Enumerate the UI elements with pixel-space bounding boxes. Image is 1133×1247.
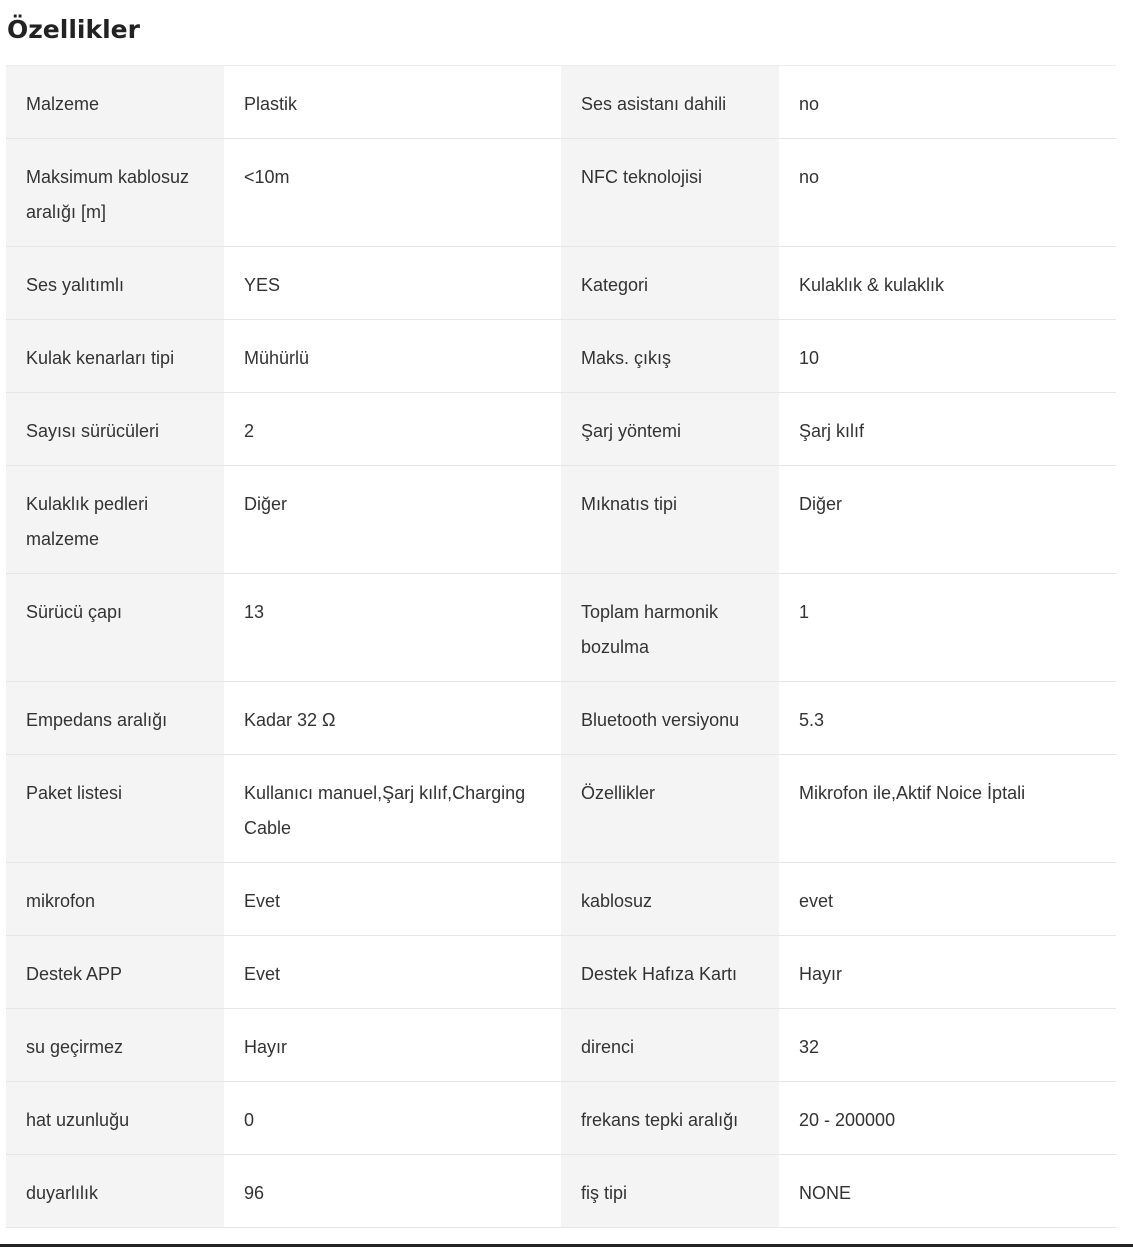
- spec-value: <10m: [224, 139, 561, 247]
- spec-value: Evet: [224, 936, 561, 1009]
- spec-label: Empedans aralığı: [6, 682, 224, 755]
- spec-label: mikrofon: [6, 863, 224, 936]
- spec-label: hat uzunluğu: [6, 1082, 224, 1155]
- spec-label: Kategori: [561, 247, 779, 320]
- spec-value: Plastik: [224, 66, 561, 139]
- spec-label: Destek Hafıza Kartı: [561, 936, 779, 1009]
- spec-value: no: [779, 66, 1116, 139]
- spec-label: frekans tepki aralığı: [561, 1082, 779, 1155]
- spec-label: Destek APP: [6, 936, 224, 1009]
- specifications-table: [6, 65, 1116, 1228]
- spec-value: 32: [779, 1009, 1116, 1082]
- spec-value: NONE: [779, 1155, 1116, 1228]
- spec-value: Hayır: [224, 1009, 561, 1082]
- spec-value: YES: [224, 247, 561, 320]
- spec-value: Diğer: [224, 466, 561, 574]
- spec-label: Mıknatıs tipi: [561, 466, 779, 574]
- page-title: Özellikler: [7, 15, 140, 44]
- table-row: [6, 139, 1116, 247]
- spec-value: 2: [224, 393, 561, 466]
- table-row: [6, 755, 1116, 863]
- spec-value: Hayır: [779, 936, 1116, 1009]
- spec-value: evet: [779, 863, 1116, 936]
- spec-label: Kulaklık pedleri malzeme: [6, 466, 224, 574]
- table-row: [6, 682, 1116, 755]
- spec-label: kablosuz: [561, 863, 779, 936]
- spec-value: 1: [779, 574, 1116, 682]
- table-row: [6, 863, 1116, 936]
- spec-value: 0: [224, 1082, 561, 1155]
- spec-label: direnci: [561, 1009, 779, 1082]
- spec-label: Özellikler: [561, 755, 779, 863]
- spec-value: Şarj kılıf: [779, 393, 1116, 466]
- spec-value: Kulaklık & kulaklık: [779, 247, 1116, 320]
- spec-value: 13: [224, 574, 561, 682]
- spec-label: su geçirmez: [6, 1009, 224, 1082]
- spec-label: Sayısı sürücüleri: [6, 393, 224, 466]
- spec-value: 5.3: [779, 682, 1116, 755]
- spec-value: Evet: [224, 863, 561, 936]
- spec-label: Ses asistanı dahili: [561, 66, 779, 139]
- spec-value: 96: [224, 1155, 561, 1228]
- specifications-table-body: [6, 66, 1116, 1228]
- table-row: [6, 320, 1116, 393]
- spec-value: Kadar 32 Ω: [224, 682, 561, 755]
- spec-label: fiş tipi: [561, 1155, 779, 1228]
- spec-value: no: [779, 139, 1116, 247]
- spec-value: 10: [779, 320, 1116, 393]
- spec-label: NFC teknolojisi: [561, 139, 779, 247]
- spec-label: Paket listesi: [6, 755, 224, 863]
- table-row: [6, 1009, 1116, 1082]
- table-row: [6, 66, 1116, 139]
- spec-label: Sürücü çapı: [6, 574, 224, 682]
- spec-label: Malzeme: [6, 66, 224, 139]
- table-row: [6, 1155, 1116, 1228]
- table-row: [6, 936, 1116, 1009]
- spec-value: Mikrofon ile,Aktif Noice İptali: [779, 755, 1116, 863]
- spec-label: Toplam harmonik bozulma: [561, 574, 779, 682]
- spec-label: Bluetooth versiyonu: [561, 682, 779, 755]
- spec-label: Kulak kenarları tipi: [6, 320, 224, 393]
- spec-label: Şarj yöntemi: [561, 393, 779, 466]
- table-row: [6, 466, 1116, 574]
- table-row: [6, 574, 1116, 682]
- spec-value: Kullanıcı manuel,Şarj kılıf,Charging Cable: [224, 755, 561, 863]
- spec-label: duyarlılık: [6, 1155, 224, 1228]
- table-row: [6, 1082, 1116, 1155]
- spec-value: 20 - 200000: [779, 1082, 1116, 1155]
- spec-value: Diğer: [779, 466, 1116, 574]
- spec-value: Mühürlü: [224, 320, 561, 393]
- table-row: [6, 393, 1116, 466]
- spec-label: Ses yalıtımlı: [6, 247, 224, 320]
- spec-label: Maks. çıkış: [561, 320, 779, 393]
- table-row: [6, 247, 1116, 320]
- spec-label: Maksimum kablosuz aralığı [m]: [6, 139, 224, 247]
